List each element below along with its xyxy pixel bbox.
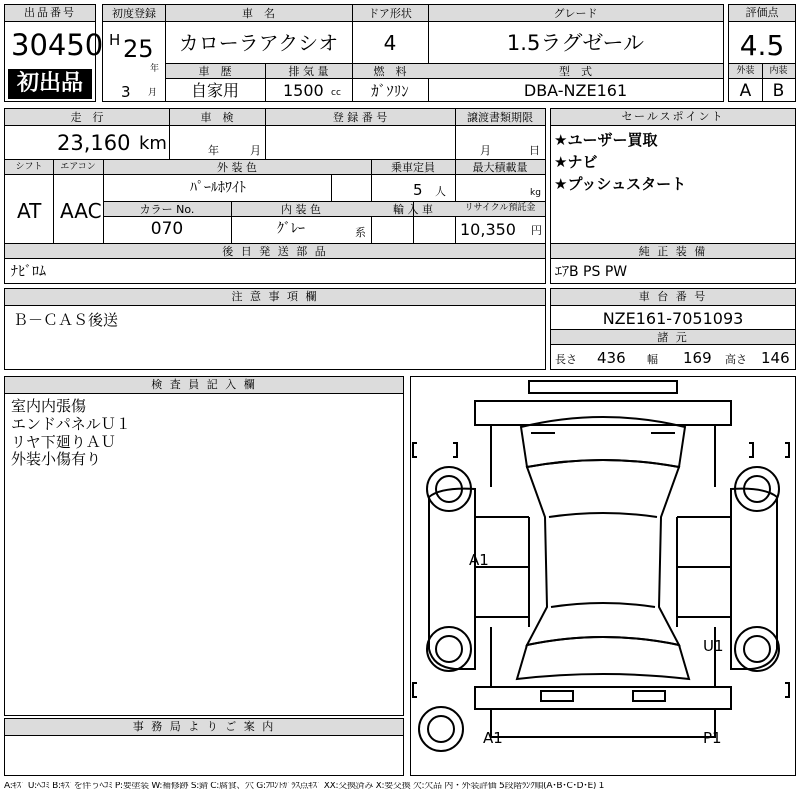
sales-point-2: ★ナビ: [554, 153, 598, 171]
car-diagram: [410, 376, 796, 776]
later-parts-value: ﾅﾋﾞﾛﾑ: [11, 264, 46, 280]
mileage-label: 走 行: [70, 111, 104, 124]
lot-no-label: 出品番号: [5, 5, 95, 22]
sales-label: セールスポイント: [551, 109, 795, 126]
fuel-value: ｶﾞｿﾘﾝ: [371, 82, 409, 100]
door-value: 4: [383, 31, 397, 55]
length-value: 436: [597, 349, 626, 367]
import-label: 輸 入 車: [393, 203, 433, 216]
lot-box: [4, 4, 104, 102]
lot-number: 30450: [11, 28, 104, 62]
inspector-line-3: リヤ下廻りＡＵ: [11, 433, 116, 451]
score-box: [728, 4, 796, 102]
mark-bottom-left: A1: [483, 729, 503, 747]
recycle-label: リサイクル預託金: [464, 203, 536, 213]
exterior-label: 外装: [736, 66, 755, 76]
history-label: 車 歴: [198, 65, 232, 78]
first-listing-badge: 初出品: [16, 71, 83, 96]
load-label: 最大積載量: [472, 161, 528, 174]
insp-month-unit: 月: [250, 144, 261, 157]
caution-text: Ｂ－ＣＡＳ後送: [13, 311, 119, 329]
capacity-unit: 人: [435, 185, 446, 198]
inspector-line-2: エンドパネルＵ１: [11, 415, 131, 433]
interior-grade: B: [772, 81, 785, 101]
sales-point-3: ★プッシュスタート: [554, 175, 687, 193]
car-name: カローラアクシオ: [178, 31, 339, 55]
model-value: DBA-NZE161: [523, 81, 628, 100]
transfer-label: 譲渡書類期限: [467, 111, 533, 124]
chassis-label: 車 台 番 号: [551, 289, 795, 306]
fuel-label: 燃 料: [373, 65, 407, 78]
exterior-grade: A: [739, 81, 752, 101]
first-reg-label: 初度登録: [112, 7, 156, 20]
length-label: 長さ: [555, 353, 577, 366]
era: H: [109, 31, 121, 49]
reg-year: 25: [123, 35, 154, 63]
interior-label: 内装: [769, 66, 788, 76]
recycle-unit: 円: [531, 224, 542, 237]
width-label: 幅: [647, 353, 658, 366]
capacity-label: 乗車定員: [391, 161, 435, 174]
mark-front-left: A1: [469, 551, 489, 569]
color-value: ﾊﾟｰﾙﾎﾜｲﾄ: [190, 180, 246, 196]
door-label: ドア形状: [368, 7, 412, 20]
inspector-line-4: 外装小傷有り: [11, 450, 102, 468]
later-parts-label: 後 日 発 送 部 品: [5, 244, 545, 259]
height-label: 高さ: [725, 353, 747, 366]
mileage-unit: km: [139, 133, 167, 154]
recycle-value: 10,350: [460, 220, 516, 239]
displacement-value: 1500: [283, 81, 324, 100]
ac-value: AAC: [60, 199, 102, 223]
legend-text: A:ｷｽﾞ U:ﾍｺﾐ B:ｷｽﾞを伴うﾍｺﾐ P:要塗装 W:補修跡 S:錆 C:腐食、穴 G:ﾌﾛﾝﾄｶﾞﾗｽ点ｷｽﾞ XX:交換済み X:要交換 欠:欠品 内・外装評価 5段階ﾗﾝｸ順(A･B･C･D･E) 1: [4, 782, 605, 791]
equipment-label: 純 正 装 備: [551, 244, 795, 259]
chassis-value: NZE161-7051093: [602, 309, 744, 328]
inspector-line-1: 室内内張傷: [11, 397, 87, 415]
int-color-unit: 系: [355, 226, 366, 239]
shift-value: AT: [17, 199, 42, 223]
color-label: 外 装 色: [217, 161, 257, 174]
insp-year-unit: 年: [208, 144, 219, 157]
chassis-box: [550, 288, 796, 370]
equipment-value: ｴｱB PS PW: [555, 264, 628, 280]
displacement-label: 排 気 量: [288, 65, 329, 78]
inspection-label: 車 検: [200, 111, 234, 124]
car-outline-svg: [411, 377, 795, 775]
load-unit: kg: [530, 188, 541, 198]
color-no-value: 070: [150, 219, 184, 239]
office-box: [4, 718, 404, 776]
reg-month: 3: [121, 83, 131, 101]
specs-label: 諸 元: [551, 330, 795, 345]
transfer-month-unit: 月: [480, 144, 491, 157]
year-unit: 年: [150, 64, 160, 74]
sales-point-1: ★ユーザー買取: [554, 131, 658, 149]
score-value: 4.5: [739, 29, 785, 62]
grade-value: 1.5ラグゼール: [506, 31, 645, 55]
detail-box: [4, 108, 546, 284]
displacement-unit: cc: [331, 88, 341, 98]
grade-label: グレード: [553, 7, 598, 20]
width-value: 169: [683, 349, 712, 367]
inspector-box: [4, 376, 404, 716]
transfer-day-unit: 日: [529, 144, 540, 157]
mileage-value: 23,160: [57, 131, 131, 155]
color-no-label: カラー No.: [139, 203, 195, 216]
capacity-value: 5: [413, 181, 423, 199]
sales-box: [550, 108, 796, 284]
ac-label: エアコン: [60, 162, 96, 172]
shift-label: シフト: [15, 162, 43, 172]
reg-no-label: 登 録 番 号: [332, 111, 388, 124]
caution-box: [4, 288, 546, 370]
main-info-box: [102, 4, 724, 102]
history-value: 自家用: [190, 81, 239, 100]
office-label: 事 務 局 よ り ご 案 内: [5, 719, 403, 736]
score-label: 評価点: [729, 5, 795, 22]
caution-label: 注 意 事 項 欄: [5, 289, 545, 306]
model-label: 型 式: [559, 65, 592, 78]
inspector-label: 検 査 員 記 入 欄: [5, 377, 403, 394]
int-color-label: 内 装 色: [281, 203, 321, 216]
mark-bottom-right: P1: [703, 729, 722, 747]
height-value: 146: [761, 349, 790, 367]
mark-rear-right: U1: [703, 637, 724, 655]
month-unit: 月: [148, 88, 158, 98]
car-name-label: 車 名: [242, 7, 275, 20]
int-color-value: ｸﾞﾚｰ: [277, 221, 305, 237]
